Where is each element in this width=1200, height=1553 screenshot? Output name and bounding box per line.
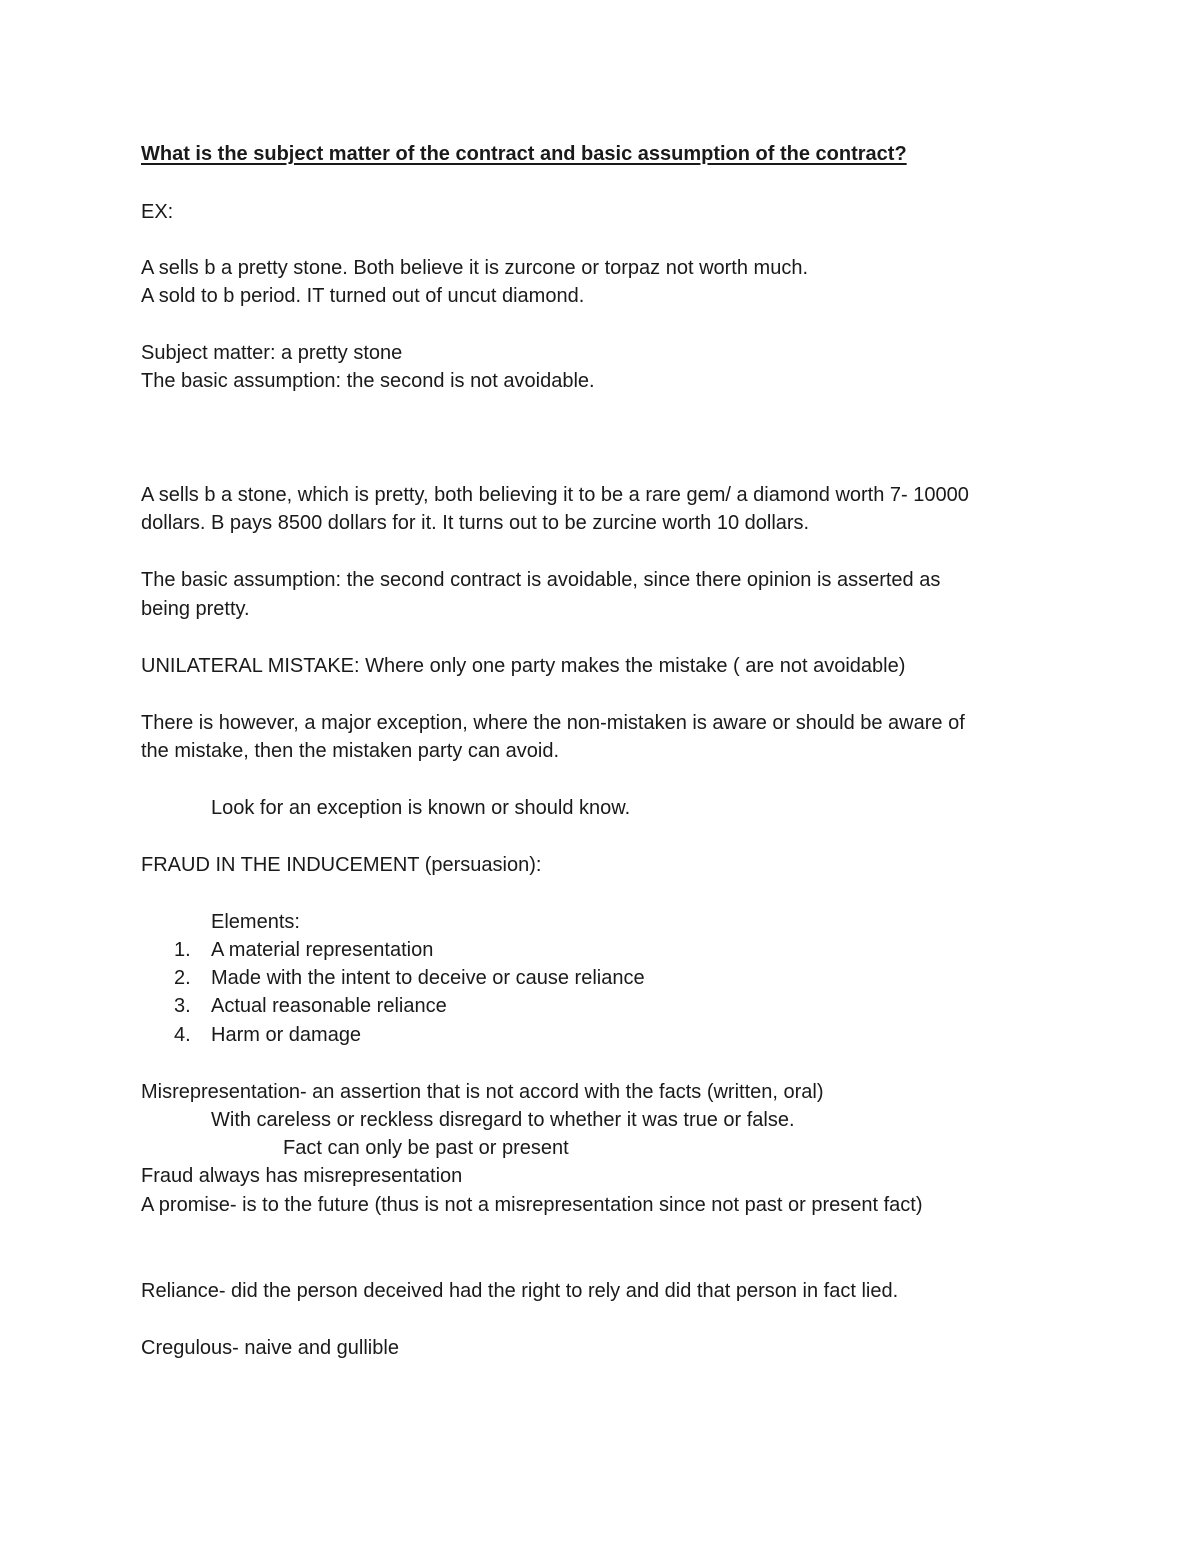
misrepresentation-line2: With careless or reckless disregard to whether it was true or false.	[211, 1109, 795, 1131]
list-item-text: A material representation	[211, 939, 434, 961]
list-item-text: Actual reasonable reliance	[211, 995, 447, 1017]
example1-line1: A sells b a pretty stone. Both believe it is zurcone or torpaz not worth much.	[141, 257, 809, 279]
list-item-number: 3.	[174, 995, 191, 1017]
misrepresentation-line3: Fact can only be past or present	[283, 1137, 569, 1159]
list-item-number: 4.	[174, 1024, 191, 1046]
page-heading: What is the subject matter of the contract and basic assumption of the contract?	[141, 143, 907, 165]
example1-subject: Subject matter: a pretty stone	[141, 342, 403, 364]
example2-line1: A sells b a stone, which is pretty, both believing it to be a rare gem/ a diamond worth 7- 10000	[141, 484, 969, 506]
example1-assumption: The basic assumption: the second is not avoidable.	[141, 370, 595, 392]
reliance-definition: Reliance- did the person deceived had the right to rely and did that person in fact lied.	[141, 1280, 899, 1302]
misrepresentation-line4: Fraud always has misrepresentation	[141, 1165, 463, 1187]
list-item-number: 1.	[174, 939, 191, 961]
exception-line2: the mistake, then the mistaken party can avoid.	[141, 740, 559, 762]
example2-assumption-line2: being pretty.	[141, 598, 250, 620]
exception-look: Look for an exception is known or should know.	[211, 797, 631, 819]
example2-assumption-line1: The basic assumption: the second contract is avoidable, since there opinion is asserted as	[141, 569, 941, 591]
example2-line2: dollars. B pays 8500 dollars for it. It turns out to be zurcine worth 10 dollars.	[141, 512, 810, 534]
example1-line2: A sold to b period. IT turned out of uncut diamond.	[141, 285, 585, 307]
misrepresentation-line5: A promise- is to the future (thus is not a misrepresentation since not past or present fact)	[141, 1194, 923, 1216]
fraud-elements-label: Elements:	[211, 911, 300, 933]
list-item-text: Made with the intent to deceive or cause reliance	[211, 967, 645, 989]
list-item-number: 2.	[174, 967, 191, 989]
misrepresentation-line1: Misrepresentation- an assertion that is not accord with the facts (written, oral)	[141, 1081, 824, 1103]
example-label: EX:	[141, 201, 174, 223]
list-item-text: Harm or damage	[211, 1024, 362, 1046]
fraud-title: FRAUD IN THE INDUCEMENT (persuasion):	[141, 854, 542, 876]
cregulous-definition: Cregulous- naive and gullible	[141, 1337, 399, 1359]
exception-line1: There is however, a major exception, where the non-mistaken is aware or should be aware of	[141, 712, 965, 734]
unilateral-mistake: UNILATERAL MISTAKE: Where only one party makes the mistake ( are not avoidable)	[141, 655, 906, 677]
